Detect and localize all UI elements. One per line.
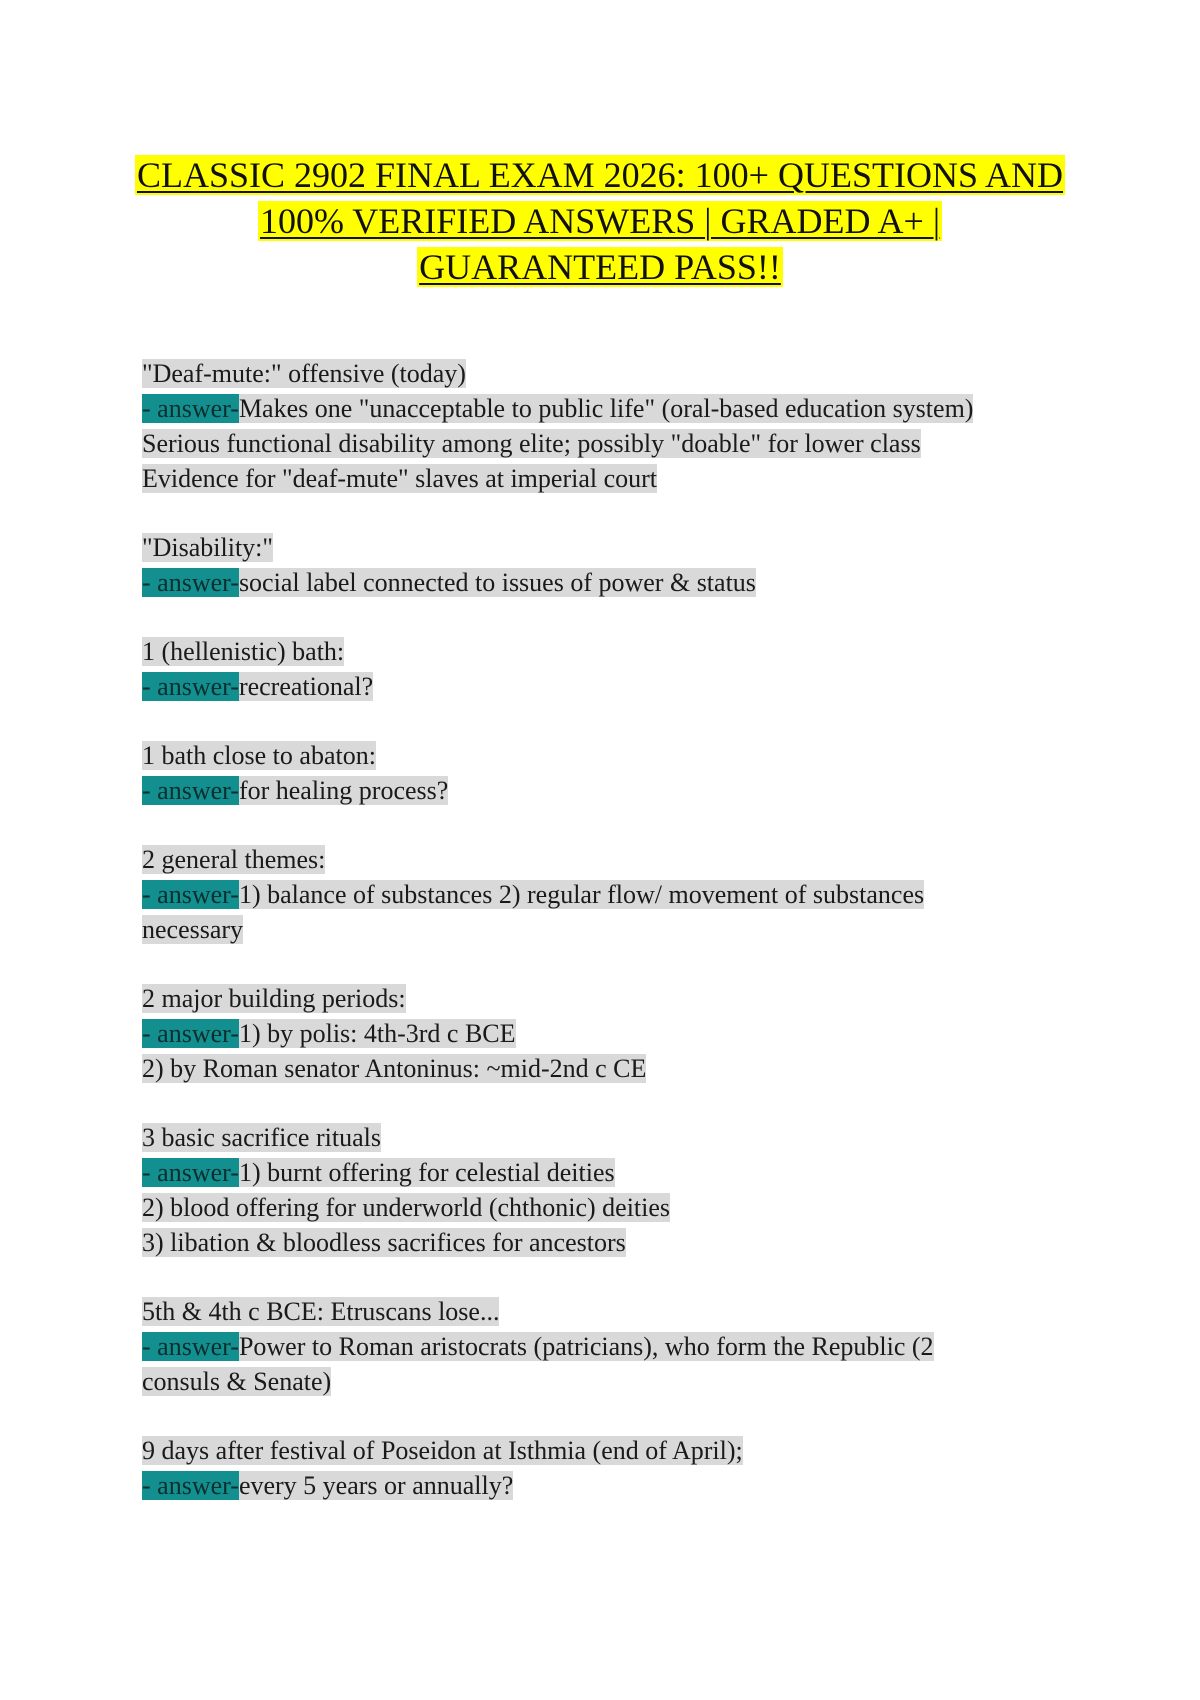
answer-continuation-text: consuls & Senate)	[142, 1367, 332, 1396]
question-text: 9 days after festival of Poseidon at Isthmia (end of April);	[142, 1436, 743, 1465]
answer-label: - answer-	[142, 394, 239, 423]
question-text: 5th & 4th c BCE: Etruscans lose...	[142, 1297, 500, 1326]
answer-line	[142, 1468, 1102, 1503]
question-text: 1 (hellenistic) bath:	[142, 637, 345, 666]
qa-entry	[142, 634, 1102, 704]
answer-label: - answer-	[142, 880, 239, 909]
answer-text: 1) burnt offering for celestial deities	[238, 1158, 615, 1187]
answer-text: Makes one "unacceptable to public life" (oral-based education system)	[238, 394, 974, 423]
answer-continuation-line	[142, 1225, 1102, 1260]
question-text: 2 major building periods:	[142, 984, 406, 1013]
answer-continuation-text: 2) by Roman senator Antoninus: ~mid-2nd c CE	[142, 1054, 647, 1083]
answer-text: Power to Roman aristocrats (patricians), who form the Republic (2	[238, 1332, 934, 1361]
answer-continuation-text: Evidence for "deaf-mute" slaves at imperial court	[142, 464, 658, 493]
qa-entry	[142, 1433, 1102, 1503]
answer-line	[142, 1016, 1102, 1051]
answer-line	[142, 1155, 1102, 1190]
question-line	[142, 981, 1102, 1016]
answer-continuation-line	[142, 1190, 1102, 1225]
title-line-3: GUARANTEED PASS!!	[419, 247, 781, 287]
answer-continuation-text: necessary	[142, 915, 244, 944]
answer-continuation-text: 3) libation & bloodless sacrifices for ancestors	[142, 1228, 626, 1257]
question-text: "Disability:"	[142, 533, 274, 562]
answer-label: - answer-	[142, 1332, 239, 1361]
answer-line	[142, 669, 1102, 704]
title-line-1: CLASSIC 2902 FINAL EXAM 2026: 100+ QUESTIONS AND	[136, 155, 1063, 195]
answer-label: - answer-	[142, 1019, 239, 1048]
answer-line	[142, 391, 1102, 426]
answer-continuation-line	[142, 1051, 1102, 1086]
answer-continuation-line	[142, 912, 1102, 947]
answer-label: - answer-	[142, 1158, 239, 1187]
answer-continuation-text: 2) blood offering for underworld (chthonic) deities	[142, 1193, 671, 1222]
qa-entry	[142, 356, 1102, 496]
question-text: 2 general themes:	[142, 845, 326, 874]
answer-text: 1) balance of substances 2) regular flow/ movement of substances	[238, 880, 925, 909]
answer-continuation-text: Serious functional disability among elite; possibly "doable" for lower class	[142, 429, 921, 458]
qa-entry	[142, 738, 1102, 808]
answer-text: for healing process?	[238, 776, 449, 805]
qa-entry	[142, 981, 1102, 1086]
question-line	[142, 356, 1102, 391]
qa-entry	[142, 1120, 1102, 1260]
qa-list	[142, 356, 1102, 1537]
answer-continuation-line	[142, 1364, 1102, 1399]
answer-text: 1) by polis: 4th-3rd c BCE	[238, 1019, 516, 1048]
qa-entry	[142, 530, 1102, 600]
answer-continuation-line	[142, 426, 1102, 461]
title-line-2: 100% VERIFIED ANSWERS | GRADED A+ |	[259, 201, 941, 241]
question-line	[142, 1433, 1102, 1468]
answer-text: every 5 years or annually?	[238, 1471, 514, 1500]
question-line	[142, 530, 1102, 565]
qa-entry	[142, 842, 1102, 947]
answer-label: - answer-	[142, 776, 239, 805]
answer-line	[142, 877, 1102, 912]
answer-line	[142, 565, 1102, 600]
question-line	[142, 634, 1102, 669]
answer-label: - answer-	[142, 568, 239, 597]
qa-entry	[142, 1294, 1102, 1399]
question-line	[142, 1294, 1102, 1329]
question-text: 3 basic sacrifice rituals	[142, 1123, 381, 1152]
document-title	[100, 152, 1100, 290]
answer-label: - answer-	[142, 672, 239, 701]
answer-text: recreational?	[238, 672, 374, 701]
question-line	[142, 1120, 1102, 1155]
question-line	[142, 842, 1102, 877]
answer-line	[142, 773, 1102, 808]
answer-continuation-line	[142, 461, 1102, 496]
answer-label: - answer-	[142, 1471, 239, 1500]
question-text: 1 bath close to abaton:	[142, 741, 376, 770]
answer-text: social label connected to issues of power & status	[238, 568, 756, 597]
question-line	[142, 738, 1102, 773]
answer-line	[142, 1329, 1102, 1364]
question-text: "Deaf-mute:" offensive (today)	[142, 359, 466, 388]
